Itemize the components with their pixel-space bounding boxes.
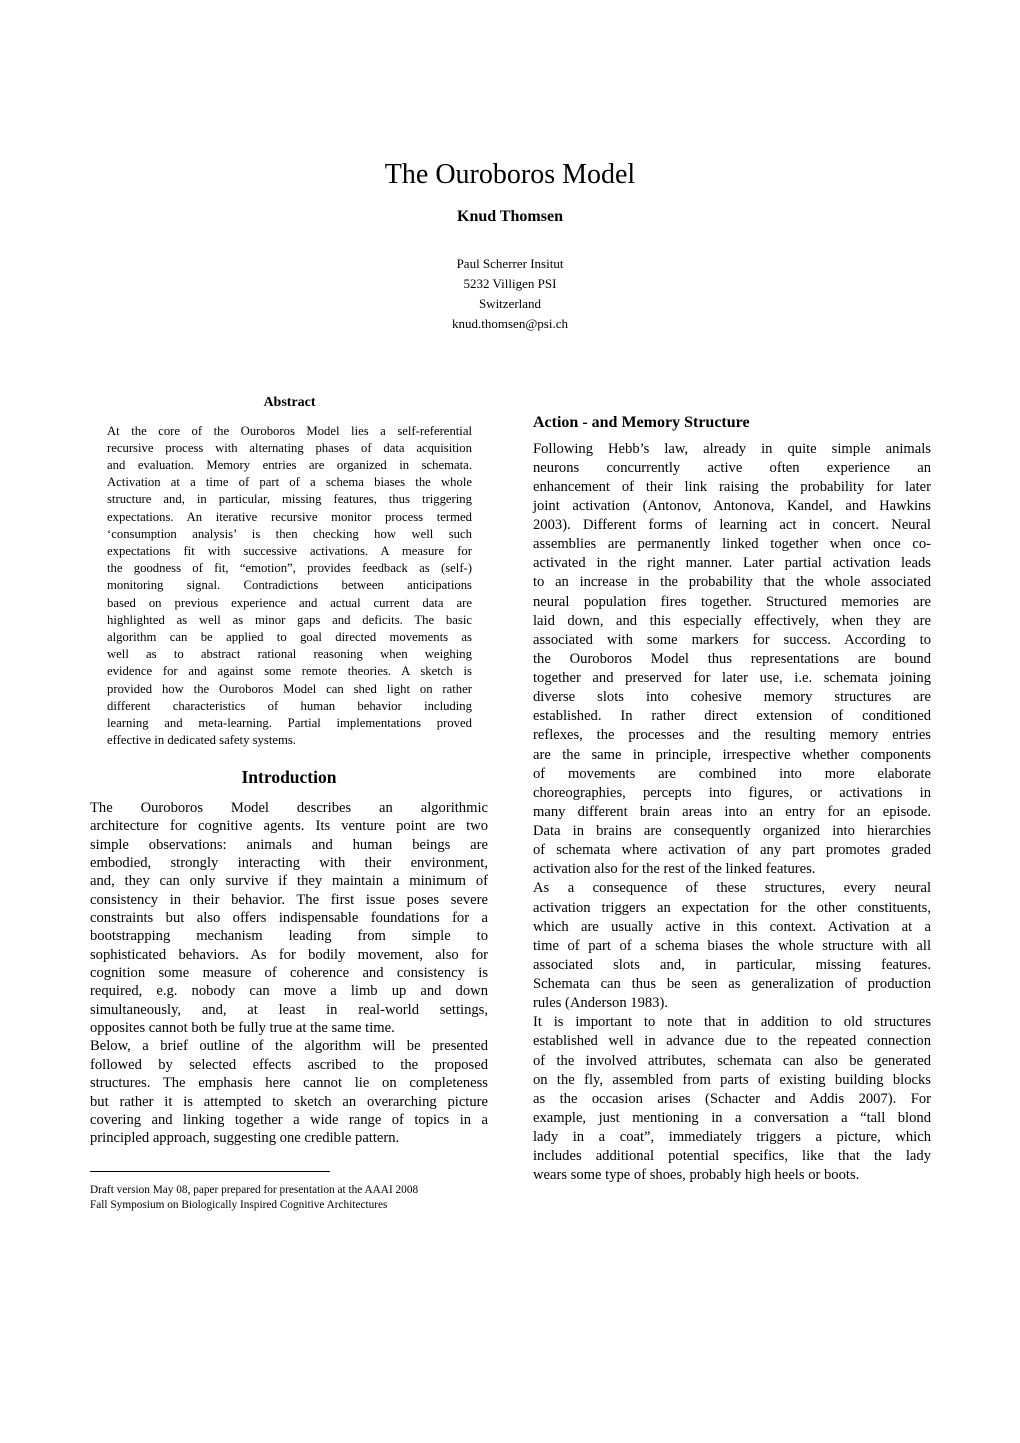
text-line: activated in the right manner. Later partial activation leads [533, 555, 931, 572]
text-line: based on previous experience and actual current data are [107, 595, 472, 610]
text-line: simultaneously, and, at least in real-world settings, [90, 1001, 488, 1018]
country: Switzerland [478, 296, 542, 311]
paragraph [90, 799, 488, 1037]
text-line: structures. The emphasis here cannot lie on completeness [90, 1075, 488, 1092]
text-line: cognition some measure of coherence and consistency is [90, 965, 488, 982]
text-line: bootstrapping mechanism leading from simple to [90, 928, 488, 945]
text-line: required, e.g. nobody can move a limb up and down [90, 983, 488, 1000]
text-line: The Ouroboros Model describes an algorithmic [90, 800, 488, 816]
text-line: effective in dedicated safety systems. [107, 733, 296, 748]
text-line: embodied, strongly interacting with their environment, [90, 855, 488, 872]
text-line: Following Hebb’s law, already in quite simple animals [533, 440, 931, 457]
text-line: established well in advance due to the repeated connection [533, 1033, 931, 1050]
text-line: well as to abstract rational reasoning when weighing [107, 647, 472, 662]
text-line: Activation at a time of part of a schema biases the whole [107, 475, 472, 490]
text-line: consistency in their behavior. The first issue poses severe [90, 891, 488, 908]
text-line: example, just mentioning in a conversation a “tall blond [533, 1109, 931, 1126]
text-line: provided how the Ouroboros Model can shed light on rather [107, 681, 472, 696]
text-line: covering and linking together a wide range of topics in a [90, 1111, 488, 1128]
text-line: enhancement of their link raising the probability for later [533, 478, 931, 495]
introduction-body [90, 799, 488, 1148]
text-line: but rather it is attempted to sketch an overarching picture [90, 1093, 488, 1110]
text-line: lady in a coat”, immediately triggers a picture, which [533, 1129, 931, 1145]
text-line: different characteristics of human behavior including [107, 698, 472, 713]
text-line: of the involved attributes, schemata can also be generated [533, 1052, 931, 1069]
text-line: recursive process with alternating phases of data acquisition [107, 440, 472, 455]
text-line: wears some type of shoes, probably high heels or boots. [533, 1167, 860, 1184]
footnote-line: Fall Symposium on Biologically Inspired Cognitive Architectures [90, 1198, 388, 1211]
abstract-body [107, 423, 472, 750]
text-line: established. In rather direct extension of conditioned [533, 708, 931, 725]
text-line: principled approach, suggesting one credible pattern. [90, 1130, 400, 1147]
paragraph [90, 1037, 488, 1147]
text-line: assemblies are permanently linked together when once co- [533, 536, 931, 553]
affiliation-block [0, 254, 1020, 334]
text-line: associated with some markers for success. According to [533, 631, 931, 648]
footnote-line: Draft version May 08, paper prepared for presentation at the AAAI 2008 [90, 1184, 419, 1196]
text-line: associated slots and, in particular, missing features. [533, 956, 931, 973]
text-line: together and preserved for later use, i.e. schemata joining [533, 670, 931, 686]
text-line: opposites cannot both be fully true at the same time. [90, 1020, 395, 1037]
text-line: of movements are combined into more elaborate [533, 765, 931, 782]
paragraph [107, 423, 472, 750]
text-line: reflexes, the processes and the resulting memory entries [533, 727, 931, 744]
action-memory-heading: Action - and Memory Structure [533, 414, 750, 431]
text-line: ‘consumption analysis’ is then checking how well such [107, 526, 472, 541]
text-line: on the fly, assembled from parts of existing building blocks [533, 1071, 931, 1088]
author-name: Knud Thomsen [457, 208, 563, 225]
footnote-divider [90, 1171, 330, 1172]
text-line: monitoring signal. Contradictions between anticipations [107, 578, 472, 593]
text-line: As a consequence of these structures, every neural [533, 880, 931, 897]
text-line: highlighted as well as minor gaps and deficits. The basic [107, 612, 472, 627]
email: knud.thomsen@psi.ch [452, 316, 568, 331]
paragraph [533, 1013, 931, 1185]
text-line: structure and, in particular, missing features, thus triggering [107, 492, 472, 507]
text-line: choreographies, percepts into figures, or activations in [533, 784, 931, 801]
text-line: Data in brains are consequently organized into hierarchies [533, 823, 931, 839]
text-line: joint activation (Antonov, Antonova, Kandel, and Hawkins [533, 497, 931, 514]
text-line: are the same in principle, irrespective whether components [533, 746, 931, 763]
text-line: Below, a brief outline of the algorithm will be presented [90, 1038, 488, 1055]
text-line: activation also for the rest of the linked features. [533, 861, 816, 878]
text-line: sophisticated behaviors. As for bodily movement, also for [90, 946, 488, 963]
text-line: activation triggers an expectation for the other constituents, [533, 899, 931, 916]
text-line: It is important to note that in addition to old structures [533, 1014, 931, 1031]
text-line: and evaluation. Memory entries are organized in schemata. [107, 457, 472, 472]
text-line: 2003). Different forms of learning act in concert. Neural [533, 517, 931, 533]
text-line: architecture for cognitive agents. Its venture point are two [90, 818, 488, 835]
text-line: Schemata can thus be seen as generalization of production [533, 976, 931, 992]
text-line: followed by selected effects ascribed to the proposed [90, 1056, 488, 1073]
text-line: evidence for and against some remote theories. A sketch is [107, 664, 472, 679]
text-line: algorithm can be applied to goal directed movements as [107, 629, 472, 644]
text-line: includes additional potential specifics, like that the lady [533, 1148, 931, 1165]
action-memory-body [533, 440, 931, 1186]
text-line: time of part of a schema biases the whole structure with all [533, 937, 931, 954]
text-line: learning and meta-learning. Partial implementations proved [107, 715, 472, 730]
text-line: of schemata where activation of any part promotes graded [533, 842, 931, 859]
text-line: laid down, and this especially effectively, when they are [533, 612, 931, 629]
address: 5232 Villigen PSI [463, 276, 557, 291]
text-line: neural population fires together. Structured memories are [533, 593, 931, 610]
text-line: rules (Anderson 1983). [533, 995, 668, 1012]
paragraph [533, 440, 931, 880]
text-line: At the core of the Ouroboros Model lies a self-referential [107, 423, 472, 438]
text-line: expectations. An iterative recursive monitor process termed [107, 509, 472, 524]
footnote [90, 1183, 418, 1212]
text-line: the Ouroboros Model thus representations are bound [533, 650, 931, 667]
text-line: and, they can only survive if they maintain a minimum of [90, 873, 488, 890]
text-line: which are usually active in this context. Activation at a [533, 918, 931, 935]
text-line: as the occasion arises (Schacter and Addis 2007). For [533, 1090, 931, 1107]
text-line: diverse slots into cohesive memory structures are [533, 689, 931, 706]
text-line: the goodness of fit, “emotion”, provides feedback as (self-) [107, 561, 472, 576]
text-line: neurons concurrently active often experience an [533, 459, 931, 476]
text-line: simple observations: animals and human beings are [90, 836, 488, 853]
paragraph [533, 879, 931, 1013]
introduction-heading: Introduction [241, 767, 337, 787]
text-line: many different brain areas into an entry for an episode. [533, 803, 931, 820]
text-line: constraints but also offers indispensable foundations for a [90, 910, 488, 927]
abstract-heading: Abstract [263, 395, 316, 410]
text-line: to an increase in the probability that the whole associated [533, 574, 931, 591]
paper-title: The Ouroboros Model [384, 159, 636, 190]
text-line: expectations fit with successive activations. A measure for [107, 543, 472, 558]
institution: Paul Scherrer Insitut [456, 256, 564, 271]
